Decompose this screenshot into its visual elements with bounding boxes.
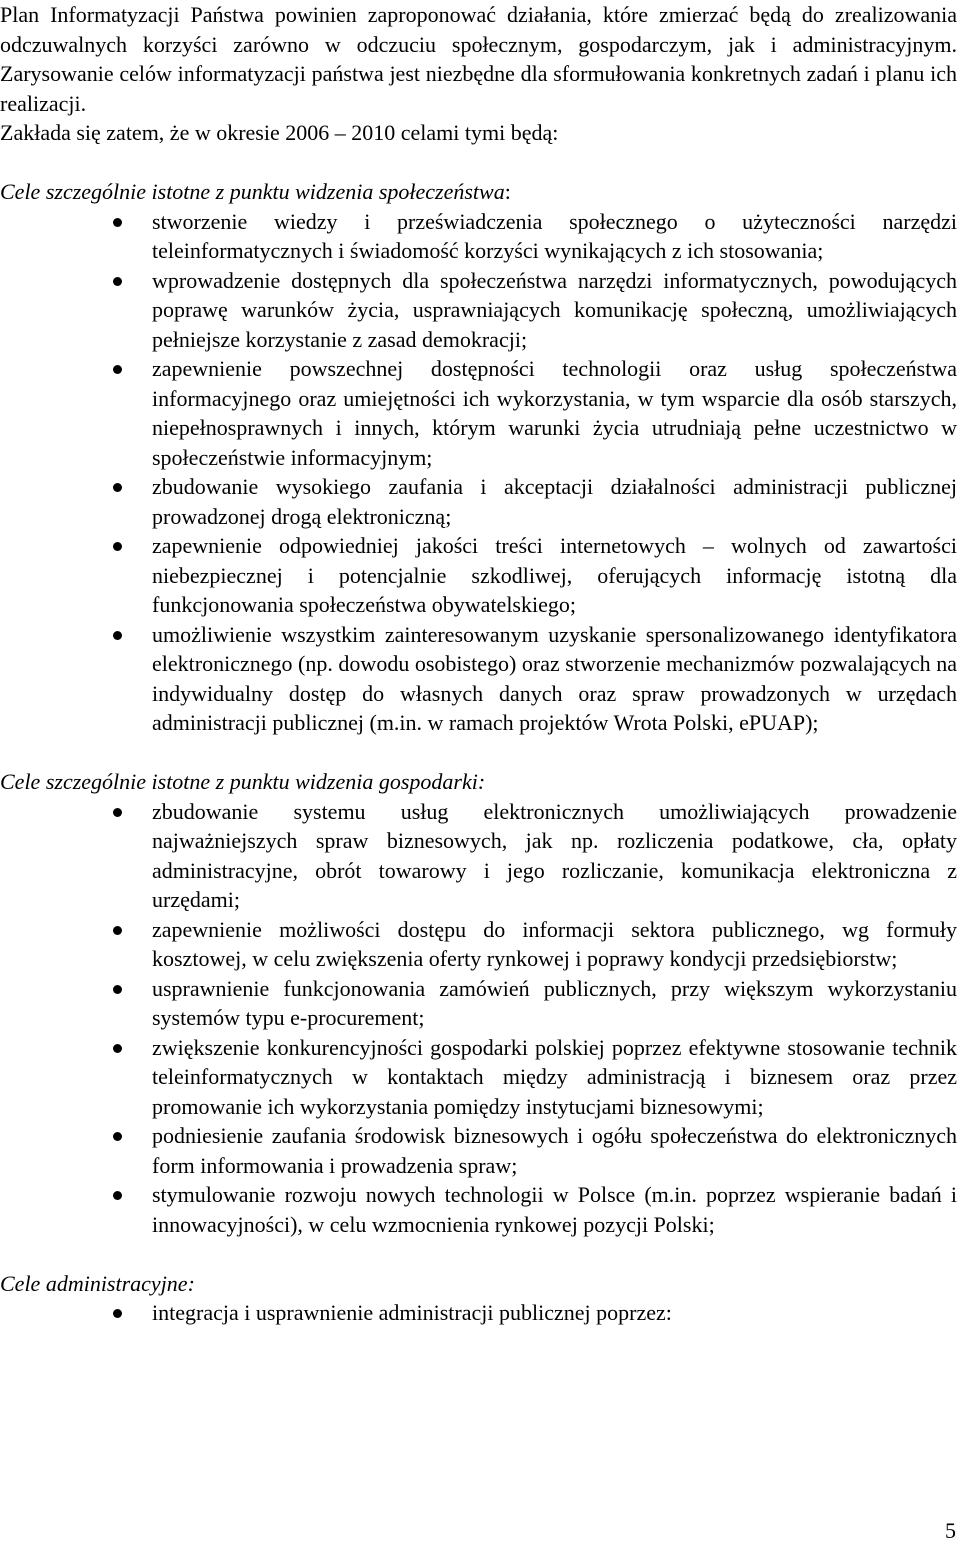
list-item-text: umożliwienie wszystkim zainteresowanym uzyskanie spersonalizowanego identyfikatora elektronicznego (np. dowodu osobistego) oraz stworzenie mechanizmów pozwalających na indywidualny dostęp do własnych danych oraz spraw prowadzonych w urzędach administracji publicznej (m.in. w ramach projektów Wrota Polski, ePUAP); bbox=[152, 621, 957, 735]
bullet-list bbox=[0, 797, 957, 1240]
section-economy bbox=[0, 767, 957, 1239]
bullet-icon bbox=[113, 926, 122, 935]
list-item bbox=[0, 974, 957, 1033]
list-item-text: podniesienie zaufania środowisk biznesowych i ogółu społeczeństwa do elektronicznych form informowania i prowadzenia spraw; bbox=[152, 1123, 957, 1178]
list-item bbox=[0, 1180, 957, 1239]
bullet-icon bbox=[113, 1132, 122, 1141]
section-heading bbox=[0, 177, 957, 207]
bullet-icon bbox=[113, 1044, 122, 1053]
list-item-text: wprowadzenie dostępnych dla społeczeństwa narzędzi informatycznych, powodujących poprawę warunków życia, usprawniających komunikację społeczną, umożliwiających pełniejsze korzystanie z zasad demokracji; bbox=[152, 267, 957, 352]
section-administration bbox=[0, 1269, 957, 1328]
list-item-text: zbudowanie wysokiego zaufania i akceptacji działalności administracji publicznej prowadzonej drogą elektroniczną; bbox=[152, 474, 957, 529]
list-item bbox=[0, 1121, 957, 1180]
bullet-icon bbox=[113, 542, 122, 551]
section-heading-text: Cele szczególnie istotne z punktu widzenia społeczeństwa bbox=[0, 179, 505, 204]
list-item-text: zapewnienie możliwości dostępu do informacji sektora publicznego, wg formuły kosztowej, w celu zwiększenia oferty rynkowej i poprawy kondycji przedsiębiorstw; bbox=[152, 916, 957, 971]
bullet-icon bbox=[113, 277, 122, 286]
list-item-text: stworzenie wiedzy i przeświadczenia społecznego o użyteczności narzędzi teleinformatycznych i świadomość korzyści wynikających z ich stosowania; bbox=[152, 208, 957, 263]
intro-lead: Zakłada się zatem, że w okresie 2006 – 2010 celami tymi będą: bbox=[0, 120, 559, 145]
list-item-text: zapewnienie odpowiedniej jakości treści internetowych – wolnych od zawartości niebezpiecznej i potencjalnie szkodliwej, oferujących informację istotną dla funkcjonowania społeczeństwa obywatelskiego; bbox=[152, 533, 957, 617]
list-item-text: zapewnienie powszechnej dostępności technologii oraz usług społeczeństwa informacyjnego oraz umiejętności ich wykorzystania, w tym wsparcie dla osób starszych, niepełnosprawnych i innych, którym warunki życia utrudniają pełne uczestnictwo w społeczeństwie informacyjnym; bbox=[152, 356, 957, 470]
bullet-icon bbox=[113, 365, 122, 374]
list-item bbox=[0, 266, 957, 355]
bullet-icon bbox=[113, 483, 122, 492]
list-item-text: stymulowanie rozwoju nowych technologii w Polsce (m.in. poprzez wspieranie badań i innowacyjności), w celu wzmocnienia rynkowej pozycji Polski; bbox=[152, 1182, 957, 1237]
list-item-text: integracja i usprawnienie administracji publicznej poprzez: bbox=[152, 1300, 672, 1325]
list-item bbox=[0, 915, 957, 974]
section-society bbox=[0, 177, 957, 738]
list-item-text: usprawnienie funkcjonowania zamówień publicznych, przy większym wykorzystaniu systemów typu e-procurement; bbox=[152, 975, 957, 1030]
bullet-icon bbox=[113, 218, 122, 227]
bullet-icon bbox=[113, 1309, 122, 1318]
bullet-list bbox=[0, 1298, 957, 1328]
list-item bbox=[0, 354, 957, 472]
list-item bbox=[0, 620, 957, 738]
list-item bbox=[0, 472, 957, 531]
section-heading-suffix: : bbox=[504, 179, 511, 204]
page-number: 5 bbox=[945, 1518, 956, 1543]
bullet-icon bbox=[113, 631, 122, 640]
list-item bbox=[0, 531, 957, 620]
bullet-icon bbox=[113, 1191, 122, 1200]
bullet-icon bbox=[113, 985, 122, 994]
list-item-text: zbudowanie systemu usług elektronicznych umożliwiających prowadzenie najważniejszych spraw biznesowych, jak np. rozliczenia podatkowe, cła, opłaty administracyjne, obrót towarowy i jego rozliczanie, komunikacja elektroniczna z urzędami; bbox=[152, 798, 957, 912]
bullet-list bbox=[0, 207, 957, 738]
list-item bbox=[0, 1033, 957, 1122]
list-item bbox=[0, 797, 957, 915]
intro-paragraph: Plan Informatyzacji Państwa powinien zaproponować działania, które zmierzać będą do zrealizowania odczuwalnych korzyści zarówno w odczuciu społecznym, gospodarczym, jak i administracyjnym. Zarysowanie celów informatyzacji państwa jest niezbędne dla sformułowania konkretnych zadań i planu ich realizacji. bbox=[0, 2, 957, 116]
list-item bbox=[0, 1298, 957, 1328]
bullet-icon bbox=[113, 808, 122, 817]
list-item bbox=[0, 207, 957, 266]
list-item-text: zwiększenie konkurencyjności gospodarki polskiej poprzez efektywne stosowanie technik teleinformatycznych w kontaktach między administracją i biznesem oraz przez promowanie ich wykorzystania pomiędzy instytucjami biznesowymi; bbox=[152, 1034, 957, 1119]
section-heading: Cele administracyjne: bbox=[0, 1270, 195, 1296]
section-heading: Cele szczególnie istotne z punktu widzenia gospodarki: bbox=[0, 769, 486, 794]
